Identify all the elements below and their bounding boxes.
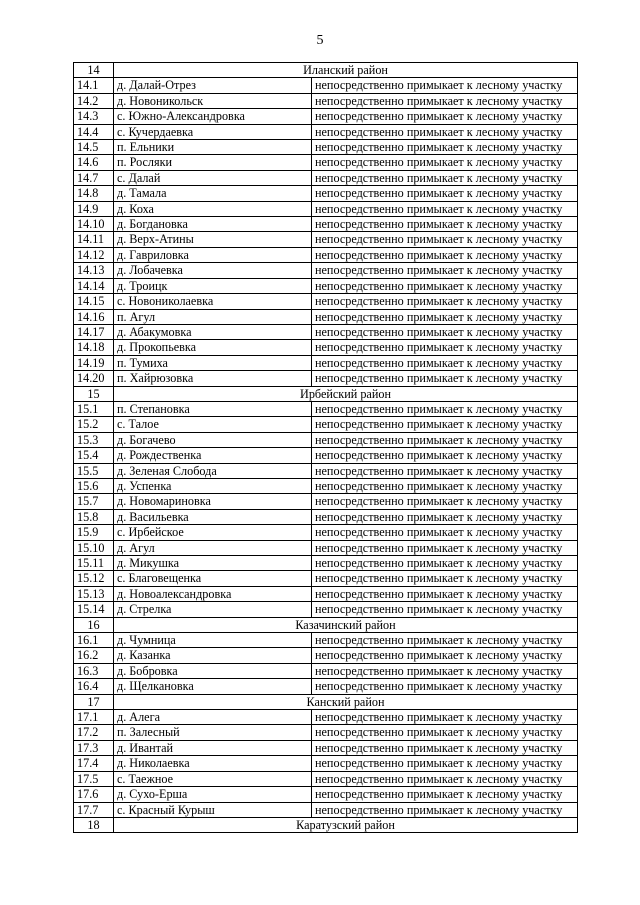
row-number: 17.7 bbox=[74, 802, 114, 817]
settlement-name: д. Богачево bbox=[114, 432, 312, 447]
forest-adjacency-status: непосредственно примыкает к лесному участку bbox=[312, 648, 578, 663]
forest-adjacency-status: непосредственно примыкает к лесному участку bbox=[312, 556, 578, 571]
settlement-name: с. Ирбейское bbox=[114, 525, 312, 540]
table-row bbox=[74, 663, 578, 678]
forest-adjacency-status: непосредственно примыкает к лесному участку bbox=[312, 170, 578, 185]
settlement-name: д. Успенка bbox=[114, 478, 312, 493]
settlement-name: д. Казанка bbox=[114, 648, 312, 663]
row-number: 14.10 bbox=[74, 217, 114, 232]
settlement-name: д. Зеленая Слобода bbox=[114, 463, 312, 478]
page-number: 5 bbox=[316, 33, 324, 48]
row-number: 14.1 bbox=[74, 78, 114, 93]
settlement-name: д. Абакумовка bbox=[114, 324, 312, 339]
forest-adjacency-status: непосредственно примыкает к лесному участку bbox=[312, 124, 578, 139]
district-number: 18 bbox=[74, 817, 114, 832]
table-row bbox=[74, 432, 578, 447]
table-row bbox=[74, 525, 578, 540]
row-number: 14.14 bbox=[74, 278, 114, 293]
table-row bbox=[74, 170, 578, 185]
forest-adjacency-status: непосредственно примыкает к лесному участку bbox=[312, 525, 578, 540]
row-number: 17.2 bbox=[74, 725, 114, 740]
settlement-name: д. Чумница bbox=[114, 633, 312, 648]
settlement-name: д. Троицк bbox=[114, 278, 312, 293]
row-number: 15.10 bbox=[74, 540, 114, 555]
settlement-name: п. Залесный bbox=[114, 725, 312, 740]
row-number: 14.8 bbox=[74, 186, 114, 201]
forest-adjacency-status: непосредственно примыкает к лесному участку bbox=[312, 155, 578, 170]
table-row bbox=[74, 725, 578, 740]
forest-adjacency-status: непосредственно примыкает к лесному участку bbox=[312, 740, 578, 755]
settlement-name: д. Щелкановка bbox=[114, 679, 312, 694]
settlement-name: д. Новоникольск bbox=[114, 93, 312, 108]
forest-adjacency-status: непосредственно примыкает к лесному участку bbox=[312, 186, 578, 201]
forest-adjacency-status: непосредственно примыкает к лесному участку bbox=[312, 355, 578, 370]
district-name: Казачинский район bbox=[114, 617, 578, 632]
row-number: 15.6 bbox=[74, 478, 114, 493]
row-number: 15.9 bbox=[74, 525, 114, 540]
row-number: 14.6 bbox=[74, 155, 114, 170]
forest-adjacency-status: непосредственно примыкает к лесному участку bbox=[312, 417, 578, 432]
table-row bbox=[74, 540, 578, 555]
row-number: 15.1 bbox=[74, 401, 114, 416]
row-number: 14.20 bbox=[74, 371, 114, 386]
row-number: 14.15 bbox=[74, 294, 114, 309]
forest-adjacency-status: непосредственно примыкает к лесному участку bbox=[312, 93, 578, 108]
settlement-name: д. Ивантай bbox=[114, 740, 312, 755]
forest-adjacency-status: непосредственно примыкает к лесному участку bbox=[312, 278, 578, 293]
district-header-row bbox=[74, 694, 578, 709]
row-number: 14.18 bbox=[74, 340, 114, 355]
row-number: 14.4 bbox=[74, 124, 114, 139]
forest-adjacency-status: непосредственно примыкает к лесному участку bbox=[312, 787, 578, 802]
forest-adjacency-status: непосредственно примыкает к лесному участку bbox=[312, 478, 578, 493]
forest-adjacency-status: непосредственно примыкает к лесному участку bbox=[312, 201, 578, 216]
row-number: 17.5 bbox=[74, 771, 114, 786]
settlement-name: д. Гавриловка bbox=[114, 247, 312, 262]
district-number: 17 bbox=[74, 694, 114, 709]
row-number: 17.4 bbox=[74, 756, 114, 771]
table-row bbox=[74, 740, 578, 755]
forest-adjacency-status: непосредственно примыкает к лесному участку bbox=[312, 540, 578, 555]
table-row bbox=[74, 787, 578, 802]
forest-adjacency-status: непосредственно примыкает к лесному участку bbox=[312, 679, 578, 694]
row-number: 14.3 bbox=[74, 109, 114, 124]
row-number: 14.2 bbox=[74, 93, 114, 108]
table-row bbox=[74, 324, 578, 339]
table-row bbox=[74, 401, 578, 416]
row-number: 16.3 bbox=[74, 663, 114, 678]
district-name: Иланский район bbox=[114, 63, 578, 78]
row-number: 14.13 bbox=[74, 263, 114, 278]
row-number: 15.7 bbox=[74, 494, 114, 509]
table-row bbox=[74, 263, 578, 278]
settlement-name: с. Талое bbox=[114, 417, 312, 432]
table-row bbox=[74, 448, 578, 463]
settlement-name: д. Новоалександровка bbox=[114, 586, 312, 601]
forest-adjacency-status: непосредственно примыкает к лесному участку bbox=[312, 217, 578, 232]
table-row bbox=[74, 710, 578, 725]
row-number: 15.11 bbox=[74, 556, 114, 571]
settlement-name: д. Васильевка bbox=[114, 509, 312, 524]
forest-adjacency-status: непосредственно примыкает к лесному участку bbox=[312, 432, 578, 447]
row-number: 15.5 bbox=[74, 463, 114, 478]
forest-adjacency-status: непосредственно примыкает к лесному участку bbox=[312, 109, 578, 124]
settlement-name: д. Бобровка bbox=[114, 663, 312, 678]
forest-adjacency-status: непосредственно примыкает к лесному участку bbox=[312, 802, 578, 817]
table-row bbox=[74, 247, 578, 262]
district-number: 14 bbox=[74, 63, 114, 78]
settlement-name: с. Таежное bbox=[114, 771, 312, 786]
forest-adjacency-status: непосредственно примыкает к лесному участку bbox=[312, 232, 578, 247]
forest-adjacency-status: непосредственно примыкает к лесному участку bbox=[312, 371, 578, 386]
table-row bbox=[74, 633, 578, 648]
forest-adjacency-status: непосредственно примыкает к лесному участку bbox=[312, 140, 578, 155]
forest-adjacency-status: непосредственно примыкает к лесному участку bbox=[312, 633, 578, 648]
table-row bbox=[74, 556, 578, 571]
table-row bbox=[74, 309, 578, 324]
table-row bbox=[74, 771, 578, 786]
row-number: 15.3 bbox=[74, 432, 114, 447]
table-row bbox=[74, 679, 578, 694]
settlements-table bbox=[73, 62, 578, 833]
table-body bbox=[74, 63, 578, 833]
row-number: 17.3 bbox=[74, 740, 114, 755]
district-header-row bbox=[74, 617, 578, 632]
forest-adjacency-status: непосредственно примыкает к лесному участку bbox=[312, 340, 578, 355]
district-name: Канский район bbox=[114, 694, 578, 709]
row-number: 14.19 bbox=[74, 355, 114, 370]
settlement-name: д. Коха bbox=[114, 201, 312, 216]
table-row bbox=[74, 571, 578, 586]
row-number: 16.4 bbox=[74, 679, 114, 694]
row-number: 15.14 bbox=[74, 602, 114, 617]
settlement-name: д. Алега bbox=[114, 710, 312, 725]
row-number: 14.17 bbox=[74, 324, 114, 339]
district-header-row bbox=[74, 386, 578, 401]
table-row bbox=[74, 802, 578, 817]
settlement-name: д. Микушка bbox=[114, 556, 312, 571]
settlement-name: д. Стрелка bbox=[114, 602, 312, 617]
row-number: 14.11 bbox=[74, 232, 114, 247]
table-row bbox=[74, 371, 578, 386]
row-number: 14.5 bbox=[74, 140, 114, 155]
forest-adjacency-status: непосредственно примыкает к лесному участку bbox=[312, 586, 578, 601]
forest-adjacency-status: непосредственно примыкает к лесному участку bbox=[312, 448, 578, 463]
forest-adjacency-status: непосредственно примыкает к лесному участку bbox=[312, 494, 578, 509]
table-row bbox=[74, 494, 578, 509]
table-row bbox=[74, 355, 578, 370]
row-number: 17.1 bbox=[74, 710, 114, 725]
settlement-name: п. Степановка bbox=[114, 401, 312, 416]
table-row bbox=[74, 478, 578, 493]
settlement-name: д. Лобачевка bbox=[114, 263, 312, 278]
district-name: Каратузский район bbox=[114, 817, 578, 832]
table-row bbox=[74, 155, 578, 170]
table-row bbox=[74, 294, 578, 309]
table-row bbox=[74, 217, 578, 232]
forest-adjacency-status: непосредственно примыкает к лесному участку bbox=[312, 509, 578, 524]
district-name: Ирбейский район bbox=[114, 386, 578, 401]
table-row bbox=[74, 78, 578, 93]
forest-adjacency-status: непосредственно примыкает к лесному участку bbox=[312, 401, 578, 416]
settlement-name: п. Агул bbox=[114, 309, 312, 324]
forest-adjacency-status: непосредственно примыкает к лесному участку bbox=[312, 247, 578, 262]
forest-adjacency-status: непосредственно примыкает к лесному участку bbox=[312, 263, 578, 278]
row-number: 14.7 bbox=[74, 170, 114, 185]
district-number: 16 bbox=[74, 617, 114, 632]
settlement-name: д. Богдановка bbox=[114, 217, 312, 232]
forest-adjacency-status: непосредственно примыкает к лесному участку bbox=[312, 602, 578, 617]
settlement-name: с. Благовещенка bbox=[114, 571, 312, 586]
table-row bbox=[74, 109, 578, 124]
district-header-row bbox=[74, 63, 578, 78]
row-number: 14.16 bbox=[74, 309, 114, 324]
forest-adjacency-status: непосредственно примыкает к лесному участку bbox=[312, 324, 578, 339]
settlement-name: д. Верх-Атины bbox=[114, 232, 312, 247]
settlement-name: д. Прокопьевка bbox=[114, 340, 312, 355]
forest-adjacency-status: непосредственно примыкает к лесному участку bbox=[312, 571, 578, 586]
settlement-name: с. Далай bbox=[114, 170, 312, 185]
settlement-name: д. Новомариновка bbox=[114, 494, 312, 509]
forest-adjacency-status: непосредственно примыкает к лесному участку bbox=[312, 78, 578, 93]
forest-adjacency-status: непосредственно примыкает к лесному участку bbox=[312, 725, 578, 740]
settlement-name: д. Далай-Отрез bbox=[114, 78, 312, 93]
table-row bbox=[74, 93, 578, 108]
table-row bbox=[74, 186, 578, 201]
settlement-name: д. Тамала bbox=[114, 186, 312, 201]
settlement-name: д. Сухо-Ерша bbox=[114, 787, 312, 802]
table-row bbox=[74, 140, 578, 155]
row-number: 16.2 bbox=[74, 648, 114, 663]
table-row bbox=[74, 648, 578, 663]
table-row bbox=[74, 417, 578, 432]
forest-adjacency-status: непосредственно примыкает к лесному участку bbox=[312, 756, 578, 771]
table-row bbox=[74, 201, 578, 216]
settlement-name: с. Новониколаевка bbox=[114, 294, 312, 309]
row-number: 17.6 bbox=[74, 787, 114, 802]
table-row bbox=[74, 586, 578, 601]
table-row bbox=[74, 509, 578, 524]
district-header-row bbox=[74, 817, 578, 832]
row-number: 14.12 bbox=[74, 247, 114, 262]
table-row bbox=[74, 602, 578, 617]
settlement-name: п. Росляки bbox=[114, 155, 312, 170]
row-number: 15.12 bbox=[74, 571, 114, 586]
settlement-name: с. Южно-Александровка bbox=[114, 109, 312, 124]
forest-adjacency-status: непосредственно примыкает к лесному участку bbox=[312, 294, 578, 309]
forest-adjacency-status: непосредственно примыкает к лесному участку bbox=[312, 771, 578, 786]
settlement-name: с. Кучердаевка bbox=[114, 124, 312, 139]
table-row bbox=[74, 232, 578, 247]
forest-adjacency-status: непосредственно примыкает к лесному участку bbox=[312, 309, 578, 324]
table-row bbox=[74, 463, 578, 478]
settlement-name: д. Николаевка bbox=[114, 756, 312, 771]
settlement-name: с. Красный Курыш bbox=[114, 802, 312, 817]
district-number: 15 bbox=[74, 386, 114, 401]
settlement-name: п. Ельники bbox=[114, 140, 312, 155]
forest-adjacency-status: непосредственно примыкает к лесному участку bbox=[312, 710, 578, 725]
forest-adjacency-status: непосредственно примыкает к лесному участку bbox=[312, 463, 578, 478]
table-row bbox=[74, 124, 578, 139]
forest-adjacency-status: непосредственно примыкает к лесному участку bbox=[312, 663, 578, 678]
row-number: 14.9 bbox=[74, 201, 114, 216]
row-number: 15.2 bbox=[74, 417, 114, 432]
settlement-name: п. Хайрюзовка bbox=[114, 371, 312, 386]
table-row bbox=[74, 756, 578, 771]
settlement-name: д. Агул bbox=[114, 540, 312, 555]
row-number: 16.1 bbox=[74, 633, 114, 648]
settlement-name: д. Рождественка bbox=[114, 448, 312, 463]
table-row bbox=[74, 278, 578, 293]
table-row bbox=[74, 340, 578, 355]
settlement-name: п. Тумиха bbox=[114, 355, 312, 370]
row-number: 15.13 bbox=[74, 586, 114, 601]
row-number: 15.4 bbox=[74, 448, 114, 463]
row-number: 15.8 bbox=[74, 509, 114, 524]
